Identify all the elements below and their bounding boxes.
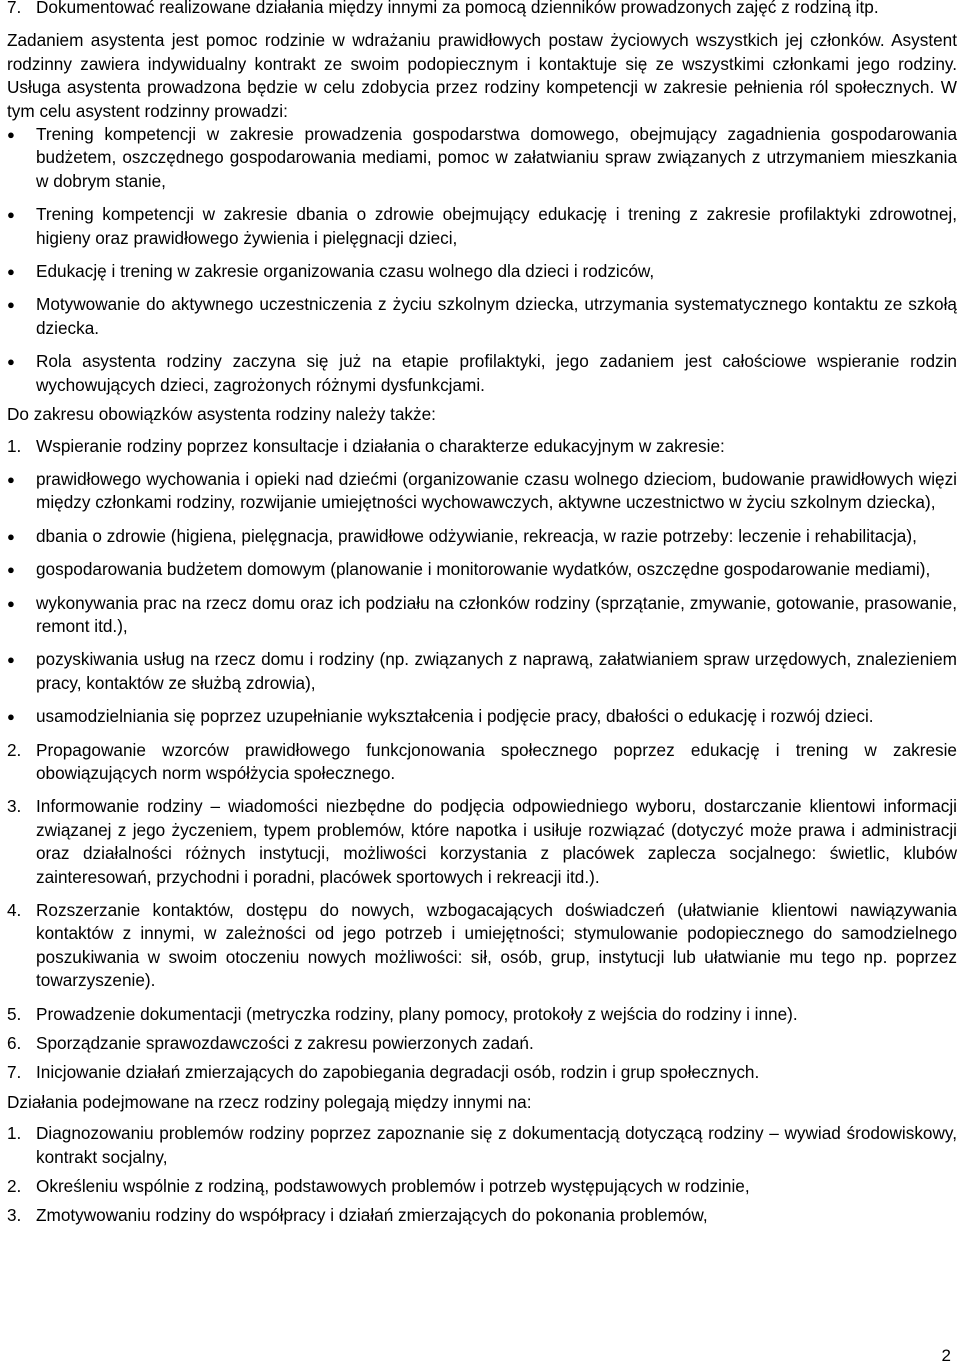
list-number: 3. (7, 796, 22, 817)
list-item (7, 525, 957, 548)
bullet-icon: ● (7, 127, 15, 143)
list-number: 1. (7, 1123, 22, 1144)
list-item-text: Zmotywowaniu rodziny do współpracy i działań zmierzających do pokonania problemów, (36, 1205, 708, 1226)
list-number: 4. (7, 900, 22, 920)
paragraph-duties: Do zakresu obowiązków asystenta rodziny należy także: (7, 404, 436, 425)
list-item (7, 1032, 957, 1055)
bullet-list-1 (7, 123, 957, 397)
list-number: 5. (7, 1003, 22, 1024)
list-item-text: pozyskiwania usług na rzecz domu i rodziny (np. związanych z naprawą, załatwianiem spraw urzędowych, znalezieniem pracy, kontaktów ze służbą zdrowia), (36, 649, 957, 693)
list-item-text: Informowanie rodziny – wiadomości niezbędne do podjęcia odpowiedniego wyboru, dostarczanie klientowi informacji związanej z jego życzeniem, typem problemów, które napotka i usiłuje rozwiązać (dotyczyć może prawa i administracji oraz działalności różnych instytucji, możliwości korzystania z placówek zaplecza socjalnego: świetlic, klubów zainteresowań, przychodni i poradni, placówek sportowych i rekreacji itd.). (36, 796, 957, 887)
list-item-text: Diagnozowaniu problemów rodziny poprzez zapoznanie się z dokumentacją dotyczącą rodziny – wywiad środowiskowy, kontrakt socjalny, (36, 1123, 957, 1167)
list-item (7, 260, 957, 283)
list-item (7, 123, 957, 193)
list-item (7, 739, 957, 786)
list-item (7, 203, 957, 250)
numbered-list-duties (7, 739, 957, 1085)
list-item-text: Wspieranie rodziny poprzez konsultacje i działania o charakterze edukacyjnym w zakresie: (36, 435, 725, 456)
bullet-icon: ● (7, 297, 15, 313)
bullet-icon: ● (7, 528, 15, 544)
bullet-icon: ● (7, 562, 15, 578)
list-item (7, 350, 957, 397)
list-item (7, 1204, 957, 1227)
list-item (7, 468, 957, 515)
list-item (7, 558, 957, 581)
list-item (7, 1122, 957, 1169)
list-item-text: gospodarowania budżetem domowym (planowanie i monitorowanie wydatków, oszczędne gospodarowanie mediami), (36, 559, 931, 580)
document-body (7, 0, 957, 1228)
list-number: 2. (7, 739, 22, 760)
list-item-text: Edukację i trening w zakresie organizowania czasu wolnego dla dzieci i rodziców, (36, 261, 655, 282)
list-item-text: Sporządzanie sprawozdawczości z zakresu powierzonych zadań. (36, 1033, 534, 1054)
bullet-icon: ● (7, 652, 15, 668)
paragraph-intro: Zadaniem asystenta jest pomoc rodzinie w wdrażaniu prawidłowych postaw życiowych wszystkich jej członków. Asystent rodzinny zawiera indywidualny kontrakt ze swoim podopiecznym i kontaktuje się ze wszystkimi członkami jego rodziny. Usługa asystenta prowadzona będzie w celu zdobycia przez rodziny kompetencji w zakresie pełnienia ról społecznych. W tym celu asystent rodzinny prowadzi: (7, 30, 957, 121)
list-item (7, 705, 957, 728)
paragraph-actions: Działania podejmowane na rzecz rodziny polegają między innymi na: (7, 1091, 532, 1112)
list-item-text: Inicjowanie działań zmierzających do zapobiegania degradacji osób, rodzin i grup społecznych. (36, 1062, 760, 1083)
list-item-text: Trening kompetencji w zakresie dbania o zdrowie obejmujący edukację i trening z zakresie profilaktyki zdrowotnej, higieny oraz prawidłowego żywienia i pielęgnacji dzieci, (36, 204, 957, 248)
list-item (7, 293, 957, 340)
bullet-icon: ● (7, 264, 15, 280)
list-item (7, 592, 957, 639)
bullet-icon: ● (7, 207, 15, 223)
list-item (7, 1175, 957, 1198)
list-number: 7. (7, 0, 22, 17)
list-item (7, 648, 957, 695)
bullet-list-2 (7, 468, 957, 729)
list-item-text: Trening kompetencji w zakresie prowadzenia gospodarstwa domowego, obejmujący zagadnienia gospodarowania budżetem, oszczędnego gospodarowania mediami, pomoc w załatwianiu spraw związanych z utrzymaniem mieszkania w dobrym stanie, (36, 124, 957, 191)
list-number: 2. (7, 1176, 22, 1197)
list-item (7, 1003, 957, 1026)
list-item-text: Motywowanie do aktywnego uczestniczenia z życiu szkolnym dziecka, utrzymania systematycznego kontaktu ze szkołą dziecka. (36, 294, 957, 338)
bullet-icon: ● (7, 595, 15, 611)
list-number: 6. (7, 1033, 22, 1054)
list-item (7, 795, 957, 889)
list-item-text: Rola asystenta rodziny zaczyna się już na etapie profilaktyki, jego zadaniem jest całościowe wspieranie rodzin wychowujących dzieci, zagrożonych różnymi dysfunkcjami. (36, 351, 957, 395)
list-item-text: usamodzielniania się poprzez uzupełnianie wykształcenia i podjęcie pracy, dbałości o edukację i rozwój dzieci. (36, 706, 874, 727)
list-item-text: dbania o zdrowie (higiena, pielęgnacja, prawidłowe odżywianie, rekreacja, w razie potrzeby: leczenie i rehabilitacja), (36, 525, 917, 546)
list-item-text: prawidłowego wychowania i opieki nad dziećmi (organizowanie czasu wolnego dzieciom, budowanie prawidłowych więzi między członkami rodziny, rozwijanie umiejętności wychowawczych, aktywne uczestnictwo w życiu szkolnym dziecka), (36, 468, 957, 513)
list-item-text: wykonywania prac na rzecz domu oraz ich podziału na członków rodziny (sprzątanie, zmywanie, gotowanie, prasowanie, remont itd.), (36, 592, 957, 636)
list-item (7, 435, 957, 458)
list-number: 3. (7, 1205, 22, 1226)
list-item-text: Dokumentować realizowane działania między innymi za pomocą dzienników prowadzonych zajęć z rodziną itp. (36, 0, 879, 17)
bullet-icon: ● (7, 354, 15, 370)
list-number: 1. (7, 435, 22, 456)
list-item (7, 899, 957, 993)
bullet-icon: ● (7, 471, 15, 487)
list-item (7, 0, 957, 19)
page-number: 2 (941, 1346, 951, 1365)
list-item-text: Rozszerzanie kontaktów, dostępu do nowych, wzbogacających doświadczeń (ułatwianie klientowi nawiązywania kontaktów z innymi, w zależności od jego potrzeb i umiejętności; stymulowanie podopiecznego do samodzielnego poszukiwania w swoim otoczeniu nowych możliwości: sił, osób, grup, instytucji lub ułatwianie mu tego np. poprzez towarzyszenie). (36, 900, 957, 991)
list-item-text: Określeniu wspólnie z rodziną, podstawowych problemów i potrzeb występujących w rodzinie, (36, 1176, 750, 1197)
list-item (7, 1061, 957, 1084)
list-item-text: Propagowanie wzorców prawidłowego funkcjonowania społecznego poprzez edukację i trening w zakresie obowiązujących norm współżycia społecznego. (36, 739, 957, 783)
numbered-list-actions (7, 1122, 957, 1228)
list-item-text: Prowadzenie dokumentacji (metryczka rodziny, plany pomocy, protokoły z wejścia do rodziny i inne). (36, 1003, 798, 1024)
bullet-icon: ● (7, 709, 15, 725)
list-number: 7. (7, 1062, 22, 1083)
